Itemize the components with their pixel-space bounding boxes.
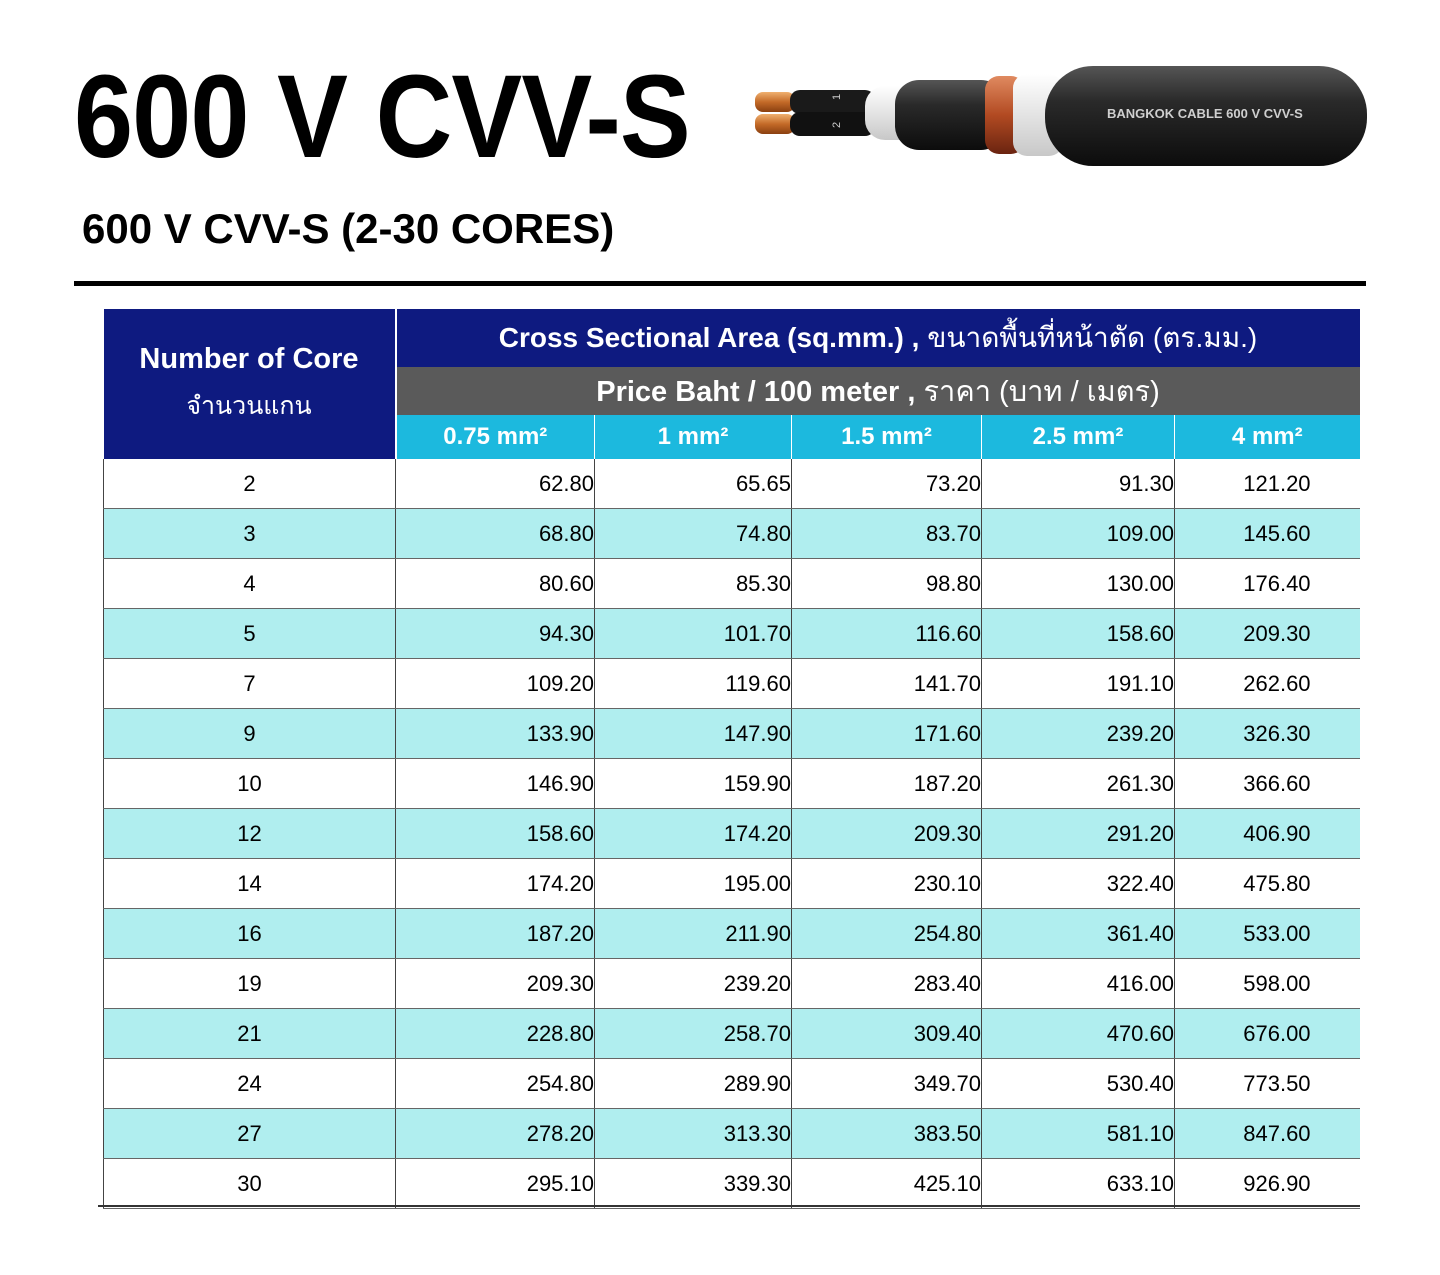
price-cell: 119.60 [595, 659, 792, 709]
price-cell: 309.40 [792, 1009, 982, 1059]
price-cell: 254.80 [792, 909, 982, 959]
price-header-en: Price Baht / 100 meter , [596, 376, 916, 408]
price-cell: 209.30 [396, 959, 595, 1009]
price-cell: 171.60 [792, 709, 982, 759]
price-cell: 475.80 [1175, 859, 1360, 909]
price-cell: 349.70 [792, 1059, 982, 1109]
price-table-body [104, 459, 1360, 1209]
page-subtitle: 600 V CVV-S (2-30 CORES) [82, 205, 615, 252]
core-header-th: จำนวนแกน [186, 391, 312, 420]
core-count-cell: 30 [104, 1159, 396, 1209]
price-cell: 94.30 [396, 609, 595, 659]
size-header: 2.5 mm² [982, 415, 1175, 459]
table-row [104, 559, 1360, 609]
table-row [104, 909, 1360, 959]
price-cell: 146.90 [396, 759, 595, 809]
price-cell: 366.60 [1175, 759, 1360, 809]
size-header: 0.75 mm² [396, 415, 595, 459]
core-count-cell: 10 [104, 759, 396, 809]
price-cell: 633.10 [982, 1159, 1175, 1209]
price-cell: 98.80 [792, 559, 982, 609]
size-header: 1 mm² [595, 415, 792, 459]
core-column-header [104, 309, 396, 459]
table-row [104, 959, 1360, 1009]
core-count-cell: 27 [104, 1109, 396, 1159]
price-cell: 187.20 [792, 759, 982, 809]
table-row [104, 809, 1360, 859]
price-cell: 261.30 [982, 759, 1175, 809]
price-cell: 158.60 [396, 809, 595, 859]
table-row [104, 709, 1360, 759]
table-row [104, 659, 1360, 709]
core-count-cell: 21 [104, 1009, 396, 1059]
price-cell: 295.10 [396, 1159, 595, 1209]
price-cell: 291.20 [982, 809, 1175, 859]
price-cell: 174.20 [595, 809, 792, 859]
core-header-en: Number of Core [139, 342, 359, 375]
cable-image [745, 62, 1370, 170]
size-header: 4 mm² [1175, 415, 1360, 459]
price-cell: 278.20 [396, 1109, 595, 1159]
price-cell: 228.80 [396, 1009, 595, 1059]
table-row [104, 1059, 1360, 1109]
price-cell: 361.40 [982, 909, 1175, 959]
price-cell: 262.60 [1175, 659, 1360, 709]
price-cell: 147.90 [595, 709, 792, 759]
core-count-cell: 7 [104, 659, 396, 709]
price-cell: 283.40 [792, 959, 982, 1009]
core-count-cell: 12 [104, 809, 396, 859]
core-count-cell: 9 [104, 709, 396, 759]
price-cell: 258.70 [595, 1009, 792, 1059]
price-cell: 773.50 [1175, 1059, 1360, 1109]
price-cell: 101.70 [595, 609, 792, 659]
price-cell: 176.40 [1175, 559, 1360, 609]
price-cell: 383.50 [792, 1109, 982, 1159]
table-row [104, 509, 1360, 559]
price-cell: 174.20 [396, 859, 595, 909]
price-header-th: ราคา (บาท / เมตร) [923, 376, 1160, 408]
price-table [103, 309, 1360, 1209]
price-cell: 62.80 [396, 459, 595, 509]
price-cell: 209.30 [792, 809, 982, 859]
cross-section-header-th: ขนาดพื้นที่หน้าตัด (ตร.มม.) [927, 322, 1258, 353]
price-cell: 141.70 [792, 659, 982, 709]
price-cell: 65.65 [595, 459, 792, 509]
cross-section-header-en: Cross Sectional Area (sq.mm.) , [498, 322, 920, 353]
price-cell: 130.00 [982, 559, 1175, 609]
price-cell: 211.90 [595, 909, 792, 959]
core-count-cell: 5 [104, 609, 396, 659]
table-bottom-rule [98, 1205, 1360, 1207]
table-row [104, 1109, 1360, 1159]
page-title: 600 V CVV-S [74, 51, 690, 183]
core-count-cell: 19 [104, 959, 396, 1009]
table-row [104, 759, 1360, 809]
price-cell: 470.60 [982, 1009, 1175, 1059]
price-cell: 598.00 [1175, 959, 1360, 1009]
price-cell: 339.30 [595, 1159, 792, 1209]
price-cell: 80.60 [396, 559, 595, 609]
table-row [104, 459, 1360, 509]
core-count-cell: 24 [104, 1059, 396, 1109]
title-divider [74, 281, 1366, 286]
price-cell: 533.00 [1175, 909, 1360, 959]
price-cell: 187.20 [396, 909, 595, 959]
core-mark-2: 2 [831, 121, 843, 128]
price-cell: 145.60 [1175, 509, 1360, 559]
price-cell: 254.80 [396, 1059, 595, 1109]
price-cell: 159.90 [595, 759, 792, 809]
core-count-cell: 3 [104, 509, 396, 559]
price-cell: 121.20 [1175, 459, 1360, 509]
price-cell: 326.30 [1175, 709, 1360, 759]
price-cell: 239.20 [982, 709, 1175, 759]
table-row [104, 1159, 1360, 1209]
price-cell: 68.80 [396, 509, 595, 559]
table-row [104, 859, 1360, 909]
core-count-cell: 4 [104, 559, 396, 609]
price-cell: 530.40 [982, 1059, 1175, 1109]
table-row [104, 609, 1360, 659]
core-mark-1: 1 [831, 93, 843, 100]
core-count-cell: 14 [104, 859, 396, 909]
price-cell: 85.30 [595, 559, 792, 609]
price-cell: 239.20 [595, 959, 792, 1009]
size-header: 1.5 mm² [792, 415, 982, 459]
price-cell: 406.90 [1175, 809, 1360, 859]
price-cell: 109.00 [982, 509, 1175, 559]
price-cell: 289.90 [595, 1059, 792, 1109]
price-cell: 322.40 [982, 859, 1175, 909]
price-cell: 209.30 [1175, 609, 1360, 659]
price-cell: 195.00 [595, 859, 792, 909]
price-cell: 158.60 [982, 609, 1175, 659]
price-cell: 425.10 [792, 1159, 982, 1209]
price-cell: 926.90 [1175, 1159, 1360, 1209]
price-cell: 313.30 [595, 1109, 792, 1159]
cable-print-text: BANGKOK CABLE 600 V CVV-S [1107, 106, 1303, 121]
table-row [104, 1009, 1360, 1059]
price-cell: 676.00 [1175, 1009, 1360, 1059]
price-cell: 73.20 [792, 459, 982, 509]
price-cell: 91.30 [982, 459, 1175, 509]
price-cell: 116.60 [792, 609, 982, 659]
price-cell: 133.90 [396, 709, 595, 759]
price-cell: 230.10 [792, 859, 982, 909]
price-cell: 191.10 [982, 659, 1175, 709]
price-header [396, 367, 1360, 415]
price-cell: 83.70 [792, 509, 982, 559]
core-count-cell: 2 [104, 459, 396, 509]
price-cell: 74.80 [595, 509, 792, 559]
cross-section-header [396, 309, 1360, 367]
price-cell: 581.10 [982, 1109, 1175, 1159]
price-cell: 847.60 [1175, 1109, 1360, 1159]
price-cell: 416.00 [982, 959, 1175, 1009]
price-cell: 109.20 [396, 659, 595, 709]
core-count-cell: 16 [104, 909, 396, 959]
